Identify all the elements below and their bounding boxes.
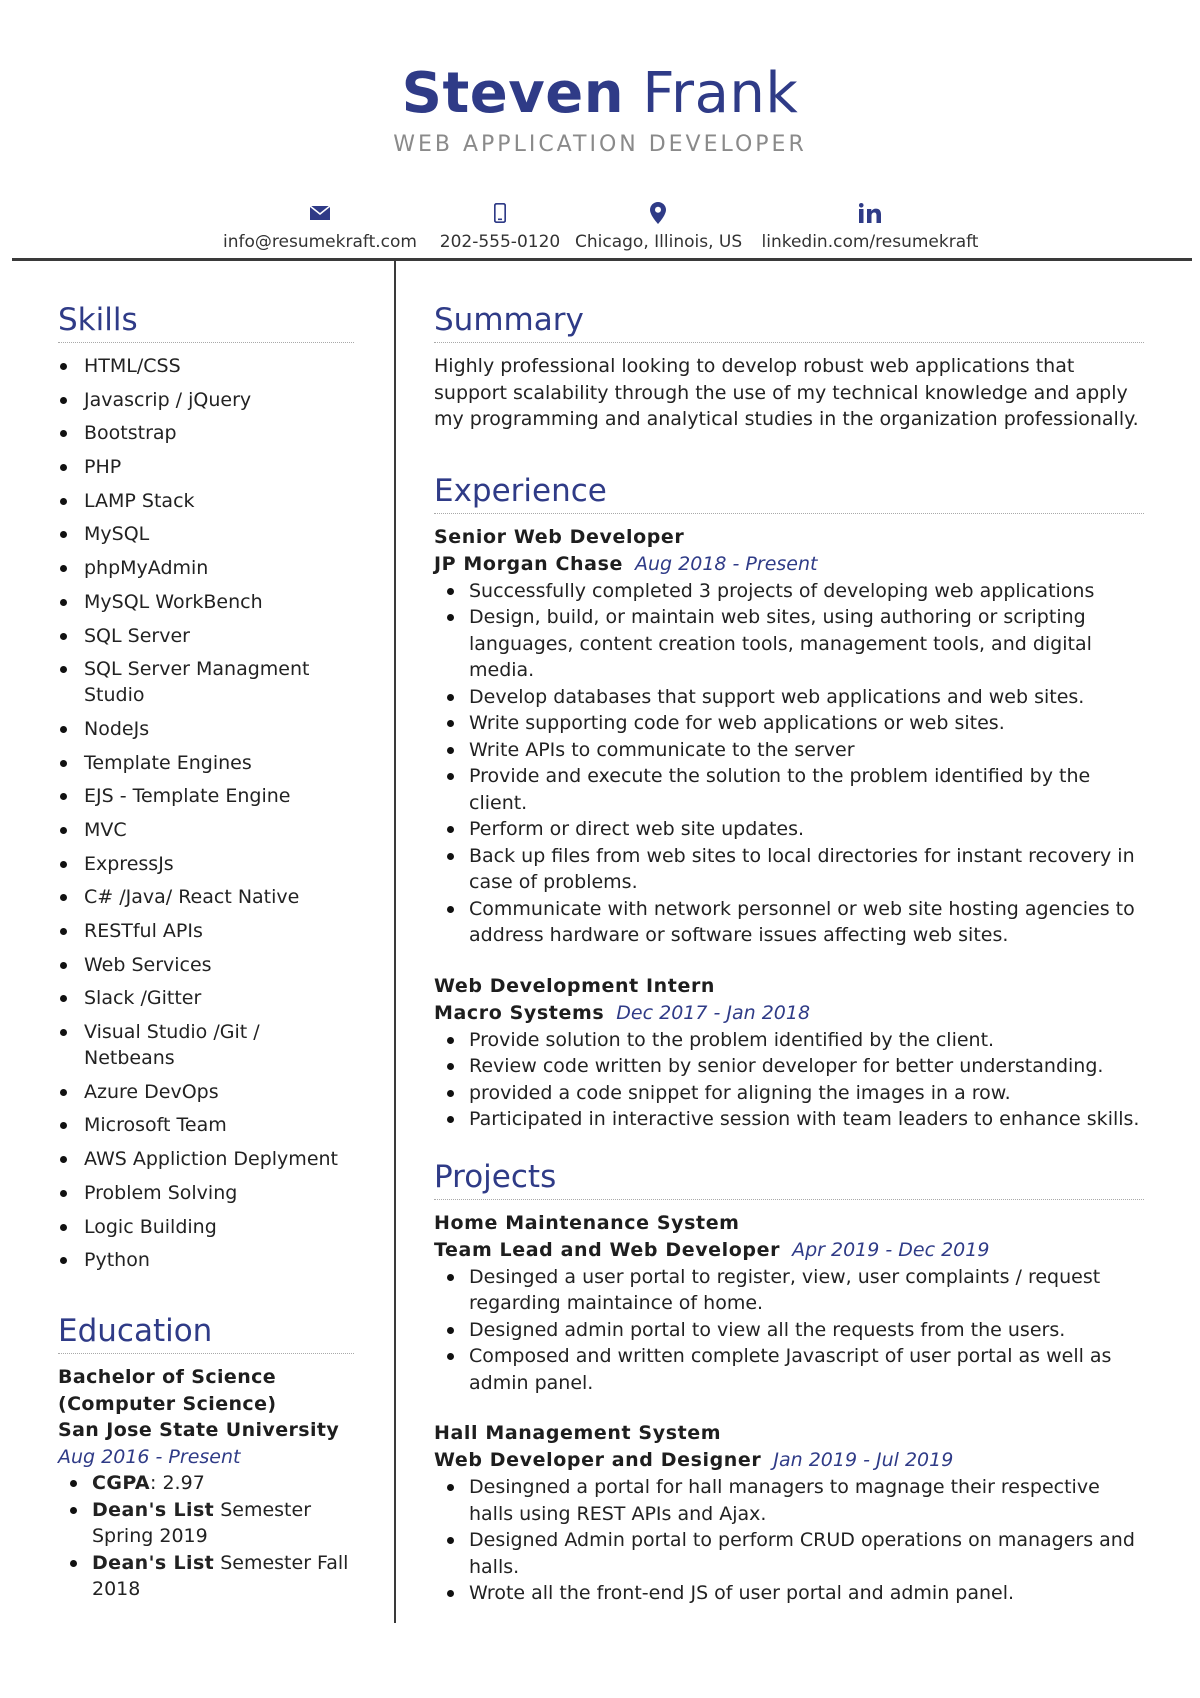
- skill-item: Javascrip / jQuery: [58, 387, 354, 413]
- skills-heading: Skills: [58, 300, 354, 343]
- job-bullet: Successfully completed 3 projects of developing web applications: [434, 578, 1144, 605]
- skill-item: Problem Solving: [58, 1180, 354, 1206]
- job-employer-line: [434, 551, 1144, 578]
- skill-item: SQL Server Managment Studio: [58, 656, 354, 708]
- detail-label: Dean's List: [92, 1498, 215, 1521]
- project-bullet: Wrote all the front-end JS of user portal and admin panel.: [434, 1580, 1144, 1607]
- job-bullet: Provide and execute the solution to the problem identified by the client.: [434, 763, 1144, 816]
- skill-item: Template Engines: [58, 750, 354, 776]
- skill-item: ExpressJs: [58, 851, 354, 877]
- project-date: Jan 2019 - Jul 2019: [773, 1449, 954, 1471]
- project-bullet: Designed admin portal to view all the requests from the users.: [434, 1317, 1144, 1344]
- job-bullet: Write supporting code for web applications or web sites.: [434, 710, 1144, 737]
- education-section: [58, 1311, 354, 1603]
- skill-item: MySQL: [58, 521, 354, 547]
- skill-item: Visual Studio /Git / Netbeans: [58, 1019, 354, 1071]
- detail-text: Semester Spring 2019: [92, 1498, 312, 1548]
- education-details: [58, 1470, 354, 1603]
- left-column: [58, 300, 354, 1603]
- job-title: Senior Web Developer: [434, 525, 685, 548]
- project-bullet: Composed and written complete Javascript of user portal as well as admin panel.: [434, 1343, 1144, 1396]
- skill-item: NodeJs: [58, 716, 354, 742]
- detail-label: CGPA: [92, 1472, 151, 1495]
- school-name: San Jose State University: [58, 1419, 340, 1442]
- contact-phone-text: 202-555-0120: [439, 232, 561, 252]
- job-bullet: Back up files from web sites to local directories for instant recovery in case of problems.: [434, 843, 1144, 896]
- project-entry: [434, 1210, 1144, 1397]
- project-title: Home Maintenance System: [434, 1211, 740, 1234]
- contact-location-text: Chicago, Illinois, US: [575, 232, 743, 252]
- skill-item: Microsoft Team: [58, 1112, 354, 1138]
- job-entry: [434, 973, 1144, 1133]
- project-role: Web Developer and Designer: [434, 1449, 762, 1471]
- job-employer-line: [434, 1000, 1144, 1027]
- header-divider: [12, 258, 1192, 261]
- skill-item: AWS Appliction Deplyment: [58, 1146, 354, 1172]
- job-bullet: Write APIs to communicate to the server: [434, 737, 1144, 764]
- skill-item: Azure DevOps: [58, 1079, 354, 1105]
- detail-text: Semester Fall 2018: [92, 1551, 349, 1601]
- skill-item: Slack /Gitter: [58, 985, 354, 1011]
- degree-line-1: Bachelor of Science: [58, 1366, 277, 1389]
- skill-item: Web Services: [58, 952, 354, 978]
- contact-email-text: info@resumekraft.com: [223, 232, 417, 252]
- skill-item: Bootstrap: [58, 420, 354, 446]
- summary-heading: Summary: [434, 300, 1144, 343]
- detail-label: Dean's List: [92, 1551, 215, 1574]
- right-column: [434, 300, 1144, 1631]
- project-title: Hall Management System: [434, 1422, 722, 1444]
- skill-item: RESTful APIs: [58, 918, 354, 944]
- last-name: Frank: [642, 61, 799, 126]
- job-bullets: [434, 578, 1144, 949]
- employer-name: JP Morgan Chase: [434, 552, 623, 575]
- experience-heading: Experience: [434, 471, 1144, 514]
- education-detail-item: [58, 1497, 354, 1550]
- contact-linkedin-text: linkedin.com/resumekraft: [761, 232, 979, 252]
- job-bullets: [434, 1027, 1144, 1133]
- job-date: Aug 2018 - Present: [635, 552, 818, 575]
- job-date: Dec 2017 - Jan 2018: [616, 1001, 811, 1024]
- skill-item: Python: [58, 1247, 354, 1273]
- project-bullet: Desingned a portal for hall managers to magnage their respective halls using REST APIs and Ajax.: [434, 1474, 1144, 1527]
- location-pin-icon: [575, 200, 740, 226]
- contact-bar: [0, 200, 1200, 256]
- project-bullet: Desinged a user portal to register, view, user complaints / request regarding maintaince of home.: [434, 1264, 1144, 1317]
- project-bullets: [434, 1474, 1144, 1607]
- job-bullet: Communicate with network personnel or web site hosting agencies to address hardware or software issues affecting web sites.: [434, 896, 1144, 949]
- project-bullets: [434, 1264, 1144, 1397]
- summary-section: [434, 300, 1144, 433]
- skill-item: HTML/CSS: [58, 353, 354, 379]
- phone-icon: [435, 200, 565, 226]
- skill-item: EJS - Template Engine: [58, 783, 354, 809]
- project-role-line: [434, 1237, 1144, 1264]
- job-bullet: Design, build, or maintain web sites, using authoring or scripting languages, content creation tools, management tools, and digital media.: [434, 604, 1144, 684]
- skill-item: PHP: [58, 454, 354, 480]
- contact-phone[interactable]: [435, 200, 565, 252]
- job-title: Web Development Intern: [434, 974, 716, 997]
- envelope-icon: [220, 200, 420, 226]
- candidate-name: [0, 60, 1200, 128]
- skill-item: Logic Building: [58, 1214, 354, 1240]
- project-bullet: Designed Admin portal to perform CRUD operations on managers and halls.: [434, 1527, 1144, 1580]
- projects-heading: Projects: [434, 1157, 1144, 1200]
- job-bullet: Develop databases that support web applications and web sites.: [434, 684, 1144, 711]
- job-bullet: Review code written by senior developer for better understanding.: [434, 1053, 1144, 1080]
- skill-item: C# /Java/ React Native: [58, 884, 354, 910]
- contact-email[interactable]: [220, 200, 420, 252]
- job-role: WEB APPLICATION DEVELOPER: [393, 132, 807, 157]
- resume-header: [0, 60, 1200, 157]
- education-date: Aug 2016 - Present: [58, 1445, 241, 1468]
- education-heading: Education: [58, 1311, 354, 1354]
- job-bullet: Provide solution to the problem identified by the client.: [434, 1027, 1144, 1054]
- job-bullet: Participated in interactive session with team leaders to enhance skills.: [434, 1106, 1144, 1133]
- project-role-line: [434, 1447, 1144, 1474]
- detail-text: : 2.97: [150, 1472, 205, 1495]
- contact-linkedin[interactable]: [755, 200, 985, 252]
- skill-item: SQL Server: [58, 623, 354, 649]
- skill-item: MVC: [58, 817, 354, 843]
- first-name: Steven: [401, 61, 625, 126]
- job-entry: [434, 524, 1144, 949]
- contact-location: [575, 200, 743, 252]
- linkedin-icon: [755, 200, 985, 226]
- education-detail-item: [58, 1470, 354, 1497]
- skill-item: LAMP Stack: [58, 488, 354, 514]
- summary-text: Highly professional looking to develop robust web applications that support scalability through the use of my technical knowledge and apply my programming and analytical studies in the organization professionally.: [434, 355, 1139, 430]
- employer-name: Macro Systems: [434, 1001, 605, 1024]
- skills-list: [58, 353, 354, 1273]
- job-bullet: Perform or direct web site updates.: [434, 816, 1144, 843]
- project-role: Team Lead and Web Developer: [434, 1238, 781, 1261]
- column-divider: [394, 261, 396, 1623]
- education-detail-item: [58, 1550, 354, 1603]
- skill-item: MySQL WorkBench: [58, 589, 354, 615]
- job-bullet: provided a code snippet for aligning the images in a row.: [434, 1080, 1144, 1107]
- projects-section: [434, 1157, 1144, 1607]
- project-entry: [434, 1420, 1144, 1607]
- experience-section: [434, 471, 1144, 1133]
- skill-item: phpMyAdmin: [58, 555, 354, 581]
- degree-line-2: (Computer Science): [58, 1392, 277, 1415]
- project-date: Apr 2019 - Dec 2019: [792, 1238, 990, 1261]
